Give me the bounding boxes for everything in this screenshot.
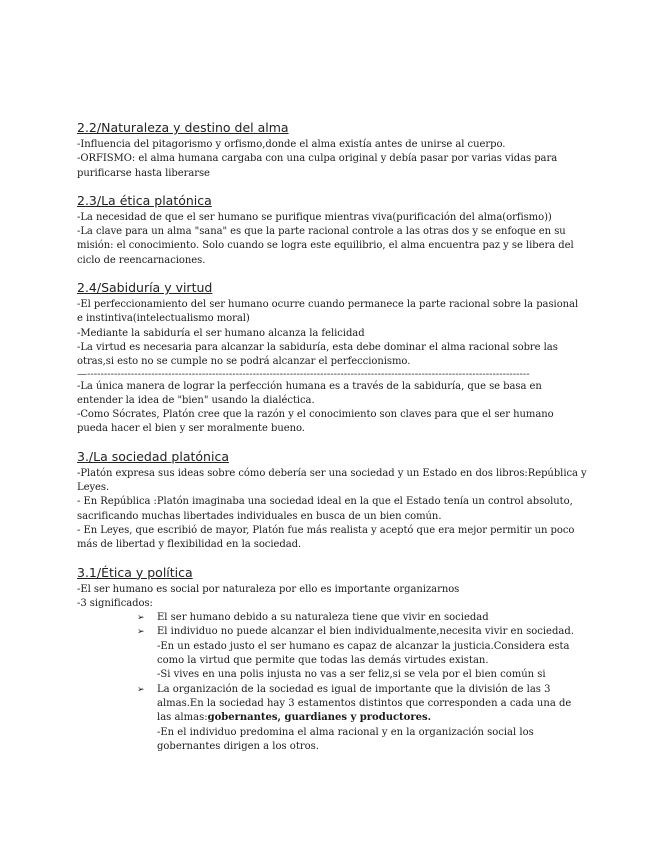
bullet-item	[77, 625, 587, 639]
bullet-item	[77, 683, 587, 726]
paragraph: -La necesidad de que el ser humano se purifique mientras viva(purificación del alma(orfismo))	[77, 211, 552, 223]
section-heading: 2.4/Sabiduría y virtud	[77, 280, 213, 296]
section-heading: 3.1/Ética y política	[77, 564, 193, 580]
paragraph: -La clave para un alma "sana" es que la parte racional controle a las otras dos y se enfoque en su misión: el conocimiento. Solo cuando se logra este equilibrio, el alma encuentra paz y se libera del ciclo de reencarnaciones.	[77, 226, 574, 266]
paragraph: -Como Sócrates, Platón cree que la razón y el conocimiento son claves para que el ser humano pueda hacer el bien y ser moralmente bueno.	[77, 409, 554, 435]
section-3	[77, 449, 587, 553]
paragraph: -3 significados:	[77, 597, 153, 609]
bullet-text: La organización de la sociedad es igual de importante que la división de las 3 almas.En la sociedad hay 3 estamentos distintos que corresponden a cada una de las almas:	[157, 683, 572, 724]
arrowhead-bullet-icon: ➢	[137, 613, 145, 624]
sub-paragraph: -En el individuo predomina el alma racional y en la organización social los gobernantes dirigen a los otros.	[157, 726, 534, 752]
paragraph: -Influencia del pitagorismo y orfismo,donde el alma existía antes de unirse al cuerpo.	[77, 139, 506, 150]
paragraph: -Mediante la sabiduría el ser humano alcanza la felicidad	[77, 327, 365, 339]
bullet-text: El ser humano debido a su naturaleza tiene que vivir en sociedad	[157, 612, 489, 624]
arrowhead-bullet-icon: ➢	[137, 684, 145, 695]
bullet-text: El individuo no puede alcanzar el bien individualmente,necesita vivir en sociedad.	[157, 626, 574, 638]
paragraph: - En República :Platón imaginaba una sociedad ideal en la que el Estado tenía un control absoluto, sacrificando muchas libertades individuales en busca de un bien común.	[77, 496, 573, 522]
section-2-4	[77, 280, 587, 437]
paragraph: -El ser humano es social por naturaleza por ello es importante organizarnos	[77, 583, 460, 595]
sub-paragraph: -En un estado justo el ser humano es capaz de alcanzar la justicia.Considera esta como la virtud que permite que todas las demás virtudes existan.	[157, 640, 570, 667]
arrowhead-bullet-icon: ➢	[137, 627, 145, 638]
sub-paragraph: -Si vives en una polis injusta no vas a ser feliz,si se vela por el bien común si	[157, 669, 546, 681]
paragraph: -Platón expresa sus ideas sobre cómo debería ser una sociedad y un Estado en dos libros:República y Leyes.	[77, 467, 587, 494]
paragraph: -ORFISMO: el alma humana cargaba con una culpa original y debía pasar por varias vidas para purificarse hasta liberarse	[77, 153, 558, 179]
paragraph: - En Leyes, que escribió de mayor, Platón fue más realista y aceptó que era mejor permitir un poco más de libertad y flexibilidad en la sociedad.	[77, 524, 575, 551]
paragraph: -La única manera de lograr la perfección humana es a través de la sabiduría, que se basa en entender la idea de "bien" usando la dialéctica.	[77, 380, 542, 406]
paragraph: -El perfeccionamiento del ser humano ocurre cuando permanece la parte racional sobre la pasional e instintiva(intelectualismo moral)	[77, 299, 579, 325]
paragraph: -La virtud es necesaria para alcanzar la sabiduría, esta debe dominar el alma racional sobre las otras,si esto no se cumple no se podrá alcanzar el perfeccionismo.	[77, 341, 558, 368]
dashed-divider: —-----------------------------------------------------------------------------------------------------------------------------------	[77, 369, 530, 380]
section-2-2	[77, 120, 587, 181]
bullet-item	[77, 611, 587, 625]
section-heading: 2.3/La ética platónica	[77, 192, 212, 208]
section-heading: 3./La sociedad platónica	[77, 448, 229, 464]
section-heading: 2.2/Naturaleza y destino del alma	[77, 120, 289, 135]
bold-estamentos: gobernantes, guardianes y productores.	[207, 712, 432, 724]
document-body	[77, 120, 587, 766]
section-2-3	[77, 193, 587, 268]
section-3-1	[77, 565, 587, 755]
